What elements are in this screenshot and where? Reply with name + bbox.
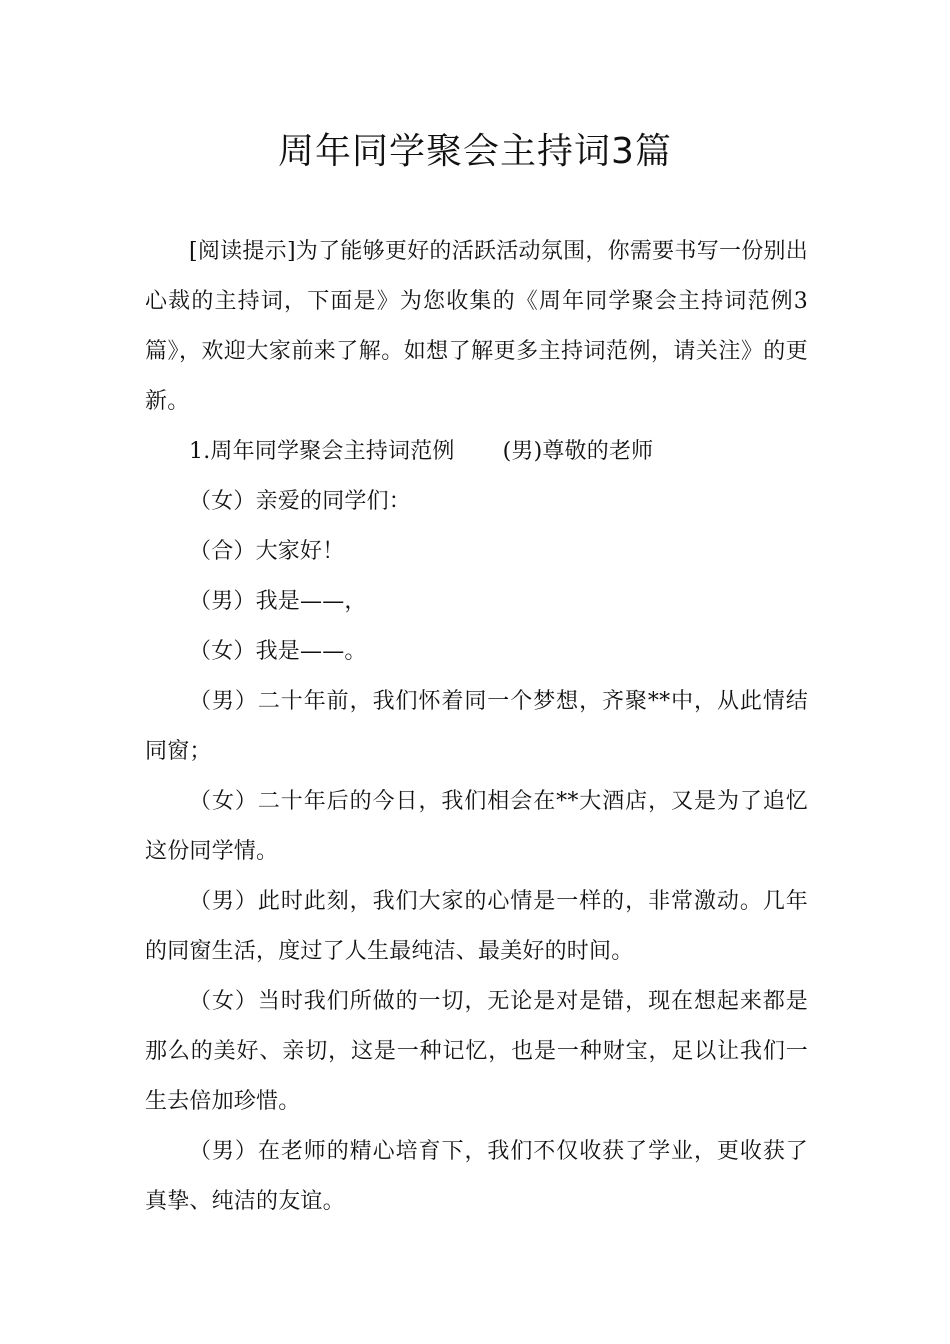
dialogue-paragraph: （合）大家好！	[189, 539, 345, 564]
section-heading-line	[145, 427, 808, 477]
dialogue-paragraph: （女）我是——。	[189, 639, 367, 664]
section-heading: 1.周年同学聚会主持词范例	[189, 439, 455, 464]
document-title: 周年同学聚会主持词3篇	[278, 131, 672, 172]
dialogue-paragraph: （男）我是——，	[189, 589, 367, 614]
dialogue-paragraph: （男）在老师的精心培育下，我们不仅收获了学业，更收获了真挚、纯洁的友谊。	[145, 1139, 808, 1214]
section-heading-tail: (男)尊敬的老师	[502, 439, 654, 464]
dialogue-paragraph: （女）二十年后的今日，我们相会在**大酒店，又是为了追忆这份同学情。	[145, 789, 808, 864]
intro-paragraph: [阅读提示]为了能够更好的活跃活动氛围，你需要书写一份别出心裁的主持词，下面是》为您收集的《周年同学聚会主持词范例3篇》，欢迎大家前来了解。如想了解更多主持词范例，请关注》的更新。	[145, 239, 808, 414]
dialogue-paragraph: （女）当时我们所做的一切，无论是对是错，现在想起来都是那么的美好、亲切，这是一种记忆，也是一种财宝，足以让我们一生去倍加珍惜。	[145, 989, 808, 1114]
dialogue-paragraph: （男）此时此刻，我们大家的心情是一样的，非常激动。几年的同窗生活，度过了人生最纯洁、最美好的时间。	[145, 889, 808, 964]
dialogue-paragraph: （男）二十年前，我们怀着同一个梦想，齐聚**中，从此情结同窗；	[145, 689, 808, 764]
document-body	[145, 227, 808, 1227]
dialogue-paragraph: （女）亲爱的同学们：	[189, 489, 412, 514]
